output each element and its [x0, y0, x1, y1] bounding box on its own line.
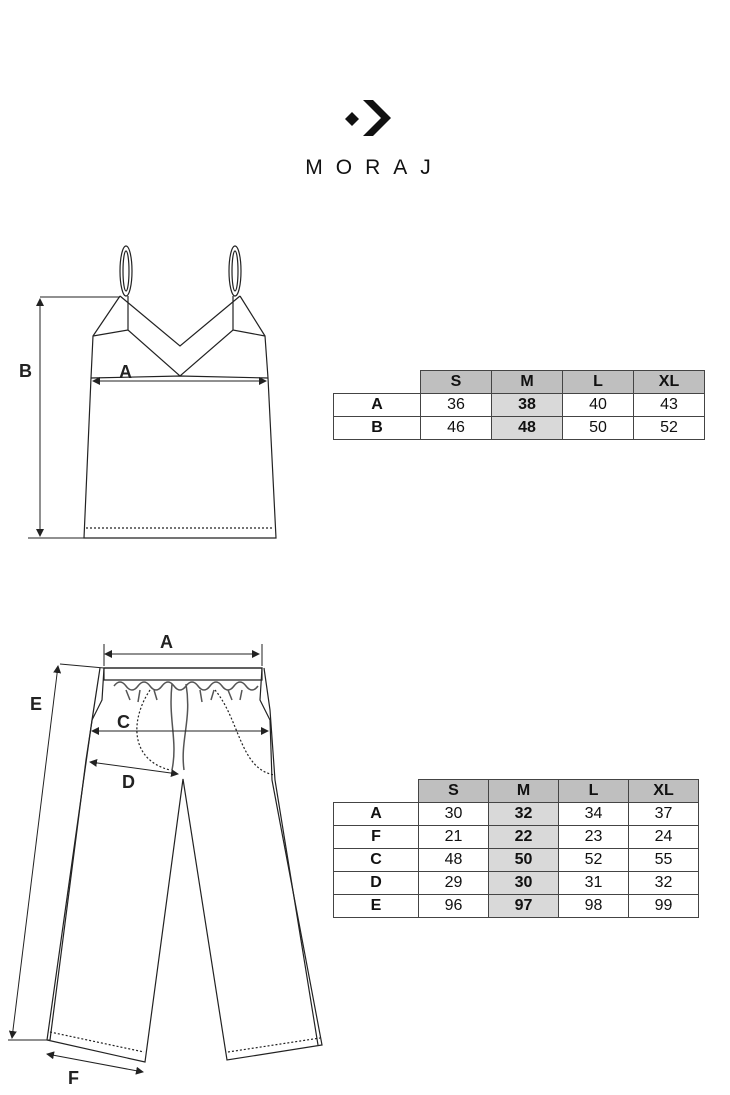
camisole-outline-icon — [84, 246, 276, 538]
table-cell: 36 — [421, 394, 492, 417]
table-row — [334, 826, 699, 849]
camisole-dimension-a-label: A — [119, 362, 132, 382]
table-cell-highlighted: 48 — [492, 417, 563, 440]
pants-outline-icon — [47, 668, 322, 1062]
table-cell: 21 — [419, 826, 489, 849]
table-cell: 37 — [629, 803, 699, 826]
table-cell: 31 — [559, 872, 629, 895]
row-label: D — [334, 872, 419, 895]
row-label: F — [334, 826, 419, 849]
table-cell: 46 — [421, 417, 492, 440]
column-header-s: S — [421, 371, 492, 394]
column-header-m: M — [492, 371, 563, 394]
table-corner-cell — [334, 371, 421, 394]
pants-dimension-lines — [8, 644, 268, 1072]
brand-name: MORAJ — [305, 156, 444, 179]
row-label: B — [334, 417, 421, 440]
table-cell: 32 — [629, 872, 699, 895]
table-row — [334, 895, 699, 918]
table-cell: 29 — [419, 872, 489, 895]
column-header-m: M — [489, 780, 559, 803]
column-header-s: S — [419, 780, 489, 803]
table-cell: 96 — [419, 895, 489, 918]
table-row — [334, 872, 699, 895]
table-cell: 34 — [559, 803, 629, 826]
row-label: A — [334, 803, 419, 826]
table-cell: 30 — [419, 803, 489, 826]
pants-size-table — [333, 779, 699, 918]
pants-drawstring — [114, 682, 258, 770]
table-row — [334, 803, 699, 826]
table-cell: 24 — [629, 826, 699, 849]
pants-dimension-d-label: D — [122, 772, 135, 792]
table-corner-cell — [334, 780, 419, 803]
table-cell: 52 — [559, 849, 629, 872]
table-cell-highlighted: 38 — [492, 394, 563, 417]
pants-dimension-f-label: F — [68, 1068, 79, 1088]
table-cell-highlighted: 22 — [489, 826, 559, 849]
table-cell-highlighted: 32 — [489, 803, 559, 826]
row-label: A — [334, 394, 421, 417]
table-cell: 99 — [629, 895, 699, 918]
column-header-l: L — [559, 780, 629, 803]
table-cell: 55 — [629, 849, 699, 872]
table-cell-highlighted: 50 — [489, 849, 559, 872]
table-cell-highlighted: 97 — [489, 895, 559, 918]
row-label: C — [334, 849, 419, 872]
pants-dimension-e-label: E — [30, 694, 43, 714]
table-cell: 98 — [559, 895, 629, 918]
table-cell-highlighted: 30 — [489, 872, 559, 895]
table-row — [334, 417, 705, 440]
table-row — [334, 849, 699, 872]
pants-dimension-a-label: A — [160, 632, 173, 652]
table-cell: 52 — [634, 417, 705, 440]
table-cell: 50 — [563, 417, 634, 440]
table-cell: 48 — [419, 849, 489, 872]
table-header-row — [334, 780, 699, 803]
column-header-l: L — [563, 371, 634, 394]
table-cell: 40 — [563, 394, 634, 417]
pants-dimension-c-label: C — [117, 712, 130, 732]
column-header-xl: XL — [634, 371, 705, 394]
top-size-table — [333, 370, 705, 440]
camisole-dimension-lines — [28, 297, 266, 538]
row-label: E — [334, 895, 419, 918]
table-row — [334, 394, 705, 417]
table-header-row — [334, 371, 705, 394]
table-cell: 43 — [634, 394, 705, 417]
column-header-xl: XL — [629, 780, 699, 803]
table-cell: 23 — [559, 826, 629, 849]
camisole-dimension-b-label: B — [19, 361, 32, 381]
